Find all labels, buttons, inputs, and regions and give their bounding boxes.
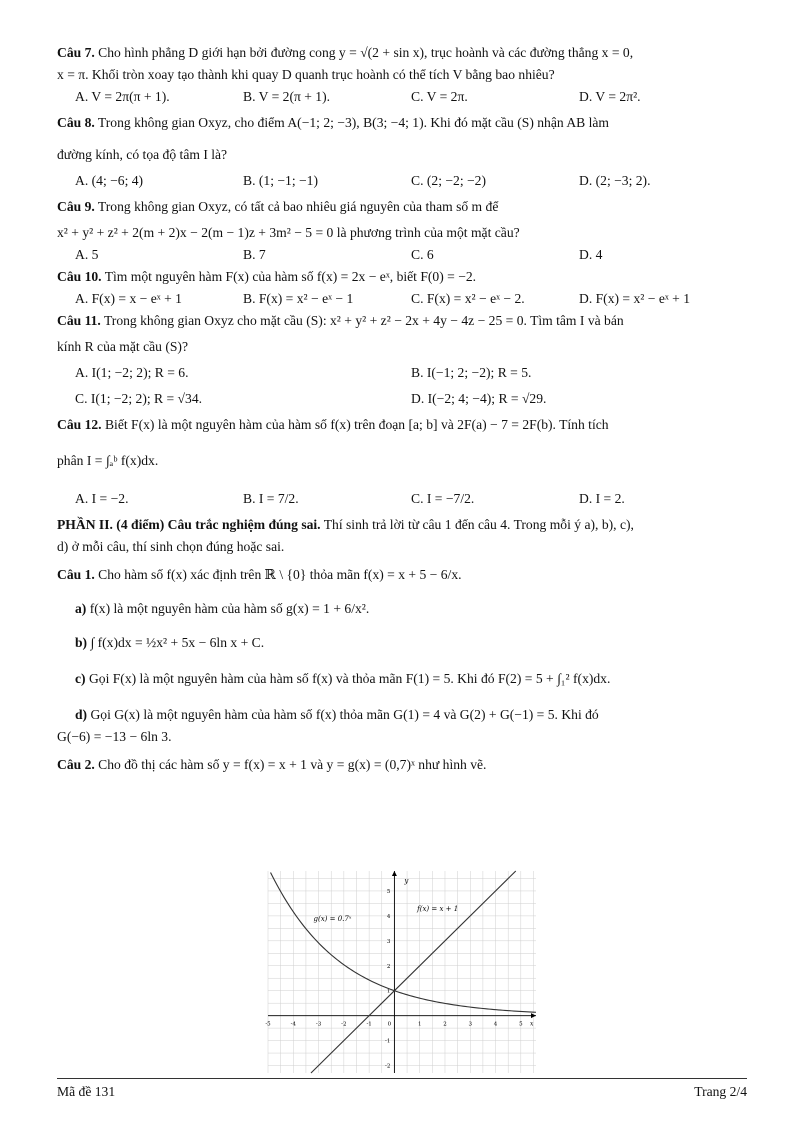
- y-tick-label: -1: [385, 1038, 391, 1045]
- q11-option-a[interactable]: A. I(1; −2; 2); R = 6.: [75, 365, 189, 380]
- q8-option-a[interactable]: A. (4; −6; 4): [75, 173, 144, 188]
- q8-line2: đường kính, có tọa độ tâm I là?: [57, 147, 228, 162]
- graph-series: [271, 871, 536, 1073]
- x-axis-label: x: [530, 1020, 534, 1028]
- function-graph: [265, 871, 536, 1073]
- y-axis-arrow: [392, 871, 397, 876]
- q7-line1: [57, 42, 747, 64]
- y-tick-label: 2: [386, 963, 391, 970]
- page-number: Trang 2/4: [694, 1084, 747, 1099]
- legend-g-label: g(x) = 0.7ˣ: [313, 914, 352, 923]
- x-tick-label: 2: [443, 1021, 447, 1028]
- q10-text1: Tìm một nguyên hàm F(x) của hàm số f(x) = 2x − eˣ, biết F(0) = −2.: [101, 269, 477, 284]
- q7-options: [75, 86, 747, 108]
- q9-line2: x² + y² + z² + 2(m + 2)x − 2(m − 1)z + 3m² − 5 = 0 là phương trình của một mặt cầu?: [57, 225, 520, 240]
- q10-option-b[interactable]: B. F(x) = x² − eˣ − 1: [243, 291, 354, 306]
- q11-text1: Trong không gian Oxyz cho mặt cầu (S): x² + y² + z² − 2x + 4y − 4z − 25 = 0. Tìm tâm I và bán: [100, 313, 624, 328]
- exam-page: [57, 42, 747, 776]
- q8-options: [75, 170, 747, 192]
- q7-text1: Cho hình phẳng D giới hạn bởi đường cong y = √(2 + sin x), trục hoành và các đường thẳng x = 0,: [94, 45, 634, 60]
- q10-option-a[interactable]: A. F(x) = x − eˣ + 1: [75, 291, 182, 306]
- p2q2-label: Câu 2.: [57, 757, 95, 772]
- q9-option-a[interactable]: A. 5: [75, 247, 99, 262]
- x-tick-label: 4: [493, 1021, 498, 1028]
- q11-option-d[interactable]: D. I(−2; 4; −4); R = √29.: [411, 391, 547, 406]
- p2q1-c: [75, 668, 747, 690]
- p2q1-a: [75, 598, 747, 620]
- p2q1-a-label[interactable]: a): [75, 601, 87, 616]
- q12-option-c[interactable]: C. I = −7/2.: [411, 491, 475, 506]
- q10-option-d[interactable]: D. F(x) = x² − eˣ + 1: [579, 291, 691, 306]
- series-line-g: [271, 872, 536, 1012]
- exam-code: Mã đề 131: [57, 1084, 116, 1099]
- p2q1-a-text: f(x) là một nguyên hàm của hàm số g(x) = 1 + 6/x².: [86, 601, 370, 616]
- q8-option-b[interactable]: B. (1; −1; −1): [243, 173, 318, 188]
- q10-option-c[interactable]: C. F(x) = x² − eˣ − 2.: [411, 291, 525, 306]
- q8-option-c[interactable]: C. (2; −2; −2): [411, 173, 486, 188]
- graph-labels: [314, 877, 534, 1028]
- q9-label: Câu 9.: [57, 199, 95, 214]
- q7-option-d[interactable]: D. V = 2π².: [579, 89, 641, 104]
- x-tick-label: 0: [387, 1021, 392, 1028]
- x-tick-label: 1: [417, 1021, 422, 1028]
- p2q1-d-label[interactable]: d): [75, 707, 88, 722]
- q12-option-b[interactable]: B. I = 7/2.: [243, 491, 299, 506]
- page-footer: [57, 1078, 747, 1100]
- q8-text1: Trong không gian Oxyz, cho điểm A(−1; 2; −3), B(3; −4; 1). Khi đó mặt cầu (S) nhận AB làm: [94, 115, 609, 130]
- y-tick-label: 5: [386, 888, 391, 895]
- q8-option-d[interactable]: D. (2; −3; 2).: [579, 173, 651, 188]
- series-line-f: [311, 871, 516, 1073]
- part2-line2: d) ở mỗi câu, thí sinh chọn đúng hoặc sai.: [57, 539, 285, 554]
- graph-grid: [268, 871, 536, 1073]
- x-tick-label: -4: [290, 1021, 296, 1028]
- x-tick-label: 3: [468, 1021, 473, 1028]
- q12-option-a[interactable]: A. I = −2.: [75, 491, 129, 506]
- y-tick-label: 3: [386, 938, 391, 945]
- p2q1-c-text: Gọi F(x) là một nguyên hàm của hàm số f(x) và thỏa mãn F(1) = 5. Khi đó F(2) = 5 + ∫₁² f(x)dx.: [85, 671, 611, 686]
- q11-options-row1: [75, 362, 747, 384]
- q12-options: [75, 488, 747, 510]
- q9-option-b[interactable]: B. 7: [243, 247, 266, 262]
- q8-label: Câu 8.: [57, 115, 95, 130]
- q11-option-c[interactable]: C. I(1; −2; 2); R = √34.: [75, 391, 203, 406]
- graph-axes: [268, 871, 536, 1073]
- q9-option-c[interactable]: C. 6: [411, 247, 434, 262]
- part2-title: PHẦN II. (4 điểm) Câu trắc nghiệm đúng sai.: [57, 517, 321, 532]
- part2-text1: Thí sinh trả lời từ câu 1 đến câu 4. Trong mỗi ý a), b), c),: [320, 517, 634, 532]
- x-tick-label: -5: [265, 1021, 271, 1028]
- x-tick-label: -3: [315, 1021, 322, 1028]
- x-tick-label: 5: [519, 1021, 523, 1028]
- p2q1-b-label[interactable]: b): [75, 635, 88, 650]
- y-tick-label: -2: [385, 1063, 391, 1070]
- q9-option-d[interactable]: D. 4: [579, 247, 603, 262]
- p2q1-b-text: ∫ f(x)dx = ½x² + 5x − 6ln x + C.: [87, 635, 265, 650]
- q11-line1: [57, 310, 747, 332]
- q8-line1: [57, 112, 747, 134]
- q11-option-b[interactable]: B. I(−1; 2; −2); R = 5.: [411, 365, 532, 380]
- p2q1-line: [57, 564, 747, 586]
- p2q1-d-line2: G(−6) = −13 − 6ln 3.: [57, 729, 172, 744]
- x-tick-label: -1: [366, 1021, 372, 1028]
- q9-line1: [57, 196, 747, 218]
- q9-options: [75, 244, 747, 266]
- q12-text1: Biết F(x) là một nguyên hàm của hàm số f(x) trên đoạn [a; b] và 2F(a) − 7 = 2F(b). Tính tích: [101, 417, 609, 432]
- q7-label: Câu 7.: [57, 45, 95, 60]
- p2q1-c-label[interactable]: c): [75, 671, 86, 686]
- y-tick-label: 1: [386, 988, 391, 995]
- q12-line2: phân I = ∫ₐᵇ f(x)dx.: [57, 453, 159, 468]
- q10-label: Câu 10.: [57, 269, 102, 284]
- q9-text1: Trong không gian Oxyz, có tất cả bao nhiêu giá nguyên của tham số m để: [94, 199, 499, 214]
- p2q1-label: Câu 1.: [57, 567, 95, 582]
- p2q1-text: Cho hàm số f(x) xác định trên ℝ \ {0} thỏa mãn f(x) = x + 5 − 6/x.: [94, 567, 462, 582]
- legend-f-label: f(x) = x + 1: [417, 904, 459, 913]
- q10-line1: [57, 266, 747, 288]
- q7-line2: x = π. Khối tròn xoay tạo thành khi quay D quanh trục hoành có thể tích V bằng bao nhiêu?: [57, 67, 555, 82]
- q11-options-row2: [75, 388, 747, 410]
- q11-label: Câu 11.: [57, 313, 101, 328]
- part2-line1: [57, 514, 747, 536]
- q7-option-c[interactable]: C. V = 2π.: [411, 89, 468, 104]
- q12-option-d[interactable]: D. I = 2.: [579, 491, 625, 506]
- p2q2-line: [57, 754, 747, 776]
- q7-option-a[interactable]: A. V = 2π(π + 1).: [75, 89, 170, 104]
- p2q2-text: Cho đồ thị các hàm số y = f(x) = x + 1 và y = g(x) = (0,7)ˣ như hình vẽ.: [94, 757, 487, 772]
- y-axis-label: y: [404, 877, 409, 885]
- q10-options: [75, 288, 747, 310]
- p2q1-d: [75, 704, 747, 726]
- q12-line1: [57, 414, 747, 436]
- q7-option-b[interactable]: B. V = 2(π + 1).: [243, 89, 331, 104]
- p2q1-d-text1: Gọi G(x) là một nguyên hàm của hàm số f(x) thỏa mãn G(1) = 4 và G(2) + G(−1) = 5. Khi đó: [87, 707, 599, 722]
- q11-line2: kính R của mặt cầu (S)?: [57, 339, 188, 354]
- y-tick-label: 4: [386, 913, 391, 920]
- x-tick-label: -2: [341, 1021, 347, 1028]
- p2q1-b: [75, 632, 747, 654]
- q12-label: Câu 12.: [57, 417, 102, 432]
